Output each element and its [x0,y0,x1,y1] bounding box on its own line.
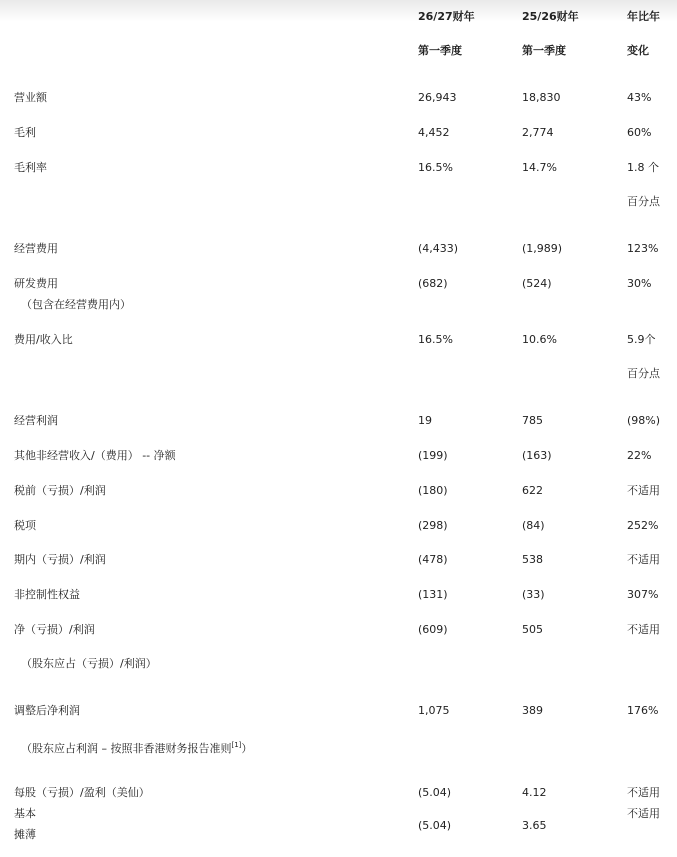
rnd-change: 30% [627,277,652,290]
header-current-year: 26/27财年 [418,10,475,23]
net-profit-prior: 505 [522,623,543,636]
header-change-sub: 变化 [627,44,649,57]
gross-margin-change: 1.8 个 [627,161,659,174]
period-profit-current: (478) [418,553,448,566]
eps-diluted-label: 摊薄 [14,828,36,841]
tax-prior: (84) [522,519,545,532]
eps-basic-label: 基本 [14,807,36,820]
rnd-label: 研发费用 [14,277,58,290]
revenue-label: 营业额 [14,91,47,104]
adjusted-sublabel-end: ） [241,742,253,755]
rnd-sublabel: （包含在经营费用内） [21,298,131,311]
nci-prior: (33) [522,588,545,601]
nci-label: 非控制性权益 [14,588,80,601]
gross-profit-change: 60% [627,126,652,139]
pretax-current: (180) [418,484,448,497]
tax-label: 税项 [14,519,36,532]
adjusted-label: 调整后净利润 [14,704,80,717]
operating-profit-label: 经营利润 [14,414,58,427]
nci-current: (131) [418,588,448,601]
eps-basic-prior: 4.12 [522,786,547,799]
header-current-quarter: 第一季度 [418,44,462,57]
adjusted-current: 1,075 [418,704,450,717]
other-income-prior: (163) [522,449,552,462]
tax-current: (298) [418,519,448,532]
gross-margin-change-unit: 百分点 [627,195,660,208]
adjusted-sublabel [21,738,252,756]
operating-profit-current: 19 [418,414,432,427]
period-profit-label: 期内（亏损）/利润 [14,553,106,566]
net-profit-label: 净（亏损）/利润 [14,623,95,636]
header-prior-quarter: 第一季度 [522,44,566,57]
header-change: 年比年 [627,10,660,23]
eps-label: 每股（亏损）/盈利（美仙） [14,786,150,799]
footnote-ref[interactable]: [1] [231,741,242,749]
adjusted-sublabel-text: （股东应占利润 – 按照非香港财务报告准则 [21,742,232,755]
gross-margin-current: 16.5% [418,161,453,174]
gross-profit-prior: 2,774 [522,126,554,139]
rnd-prior: (524) [522,277,552,290]
revenue-change: 43% [627,91,652,104]
opex-label: 经营费用 [14,242,58,255]
opex-prior: (1,989) [522,242,563,255]
pretax-label: 税前（亏损）/利润 [14,484,106,497]
rnd-current: (682) [418,277,448,290]
expense-ratio-prior: 10.6% [522,333,557,346]
adjusted-change: 176% [627,704,659,717]
gross-margin-label: 毛利率 [14,161,47,174]
expense-ratio-current: 16.5% [418,333,453,346]
revenue-current: 26,943 [418,91,457,104]
net-profit-current: (609) [418,623,448,636]
eps-diluted-prior: 3.65 [522,819,547,832]
gross-margin-prior: 14.7% [522,161,557,174]
other-income-current: (199) [418,449,448,462]
net-profit-change: 不适用 [627,623,660,636]
eps-diluted-current: (5.04) [418,819,452,832]
eps-basic-current: (5.04) [418,786,452,799]
tax-change: 252% [627,519,659,532]
expense-ratio-change-unit: 百分点 [627,367,660,380]
opex-current: (4,433) [418,242,459,255]
net-profit-sublabel: （股东应占（亏损）/利润） [21,657,157,670]
gross-profit-current: 4,452 [418,126,450,139]
revenue-prior: 18,830 [522,91,561,104]
period-profit-change: 不适用 [627,553,660,566]
adjusted-prior: 389 [522,704,543,717]
eps-diluted-change: 不适用 [627,807,660,820]
pretax-change: 不适用 [627,484,660,497]
other-income-change: 22% [627,449,652,462]
period-profit-prior: 538 [522,553,543,566]
header-prior-year: 25/26财年 [522,10,579,23]
eps-basic-change: 不适用 [627,786,660,799]
pretax-prior: 622 [522,484,543,497]
operating-profit-change: (98%) [627,414,661,427]
nci-change: 307% [627,588,659,601]
opex-change: 123% [627,242,659,255]
expense-ratio-label: 费用/收入比 [14,333,73,346]
expense-ratio-change: 5.9个 [627,333,656,346]
gross-profit-label: 毛利 [14,126,36,139]
operating-profit-prior: 785 [522,414,543,427]
other-income-label: 其他非经营收入/（费用） -- 净额 [14,449,176,462]
